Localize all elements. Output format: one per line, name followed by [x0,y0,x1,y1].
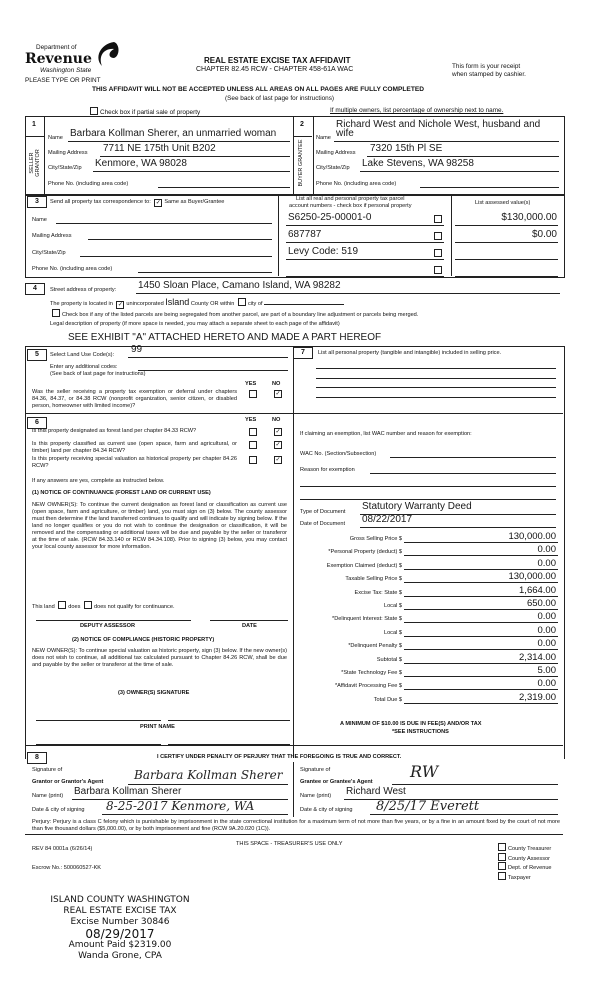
seller-name[interactable]: Barbara Kollman Sherer, an unmarried woman [70,128,277,139]
partial-sale-checkbox[interactable] [88,107,200,116]
yes-header: YES [245,381,257,387]
form-chapter: CHAPTER 82.45 RCW - CHAPTER 458-61A WAC [196,66,354,73]
see-back: (See back of last page for instructions) [225,95,335,102]
minimum-note: A MINIMUM OF $10.00 IS DUE IN FEE(S) AND/OR TAX [340,721,482,727]
amount-label: Local $ [383,629,402,636]
if-yes-note: If any answers are yes, complete as instructed below. [32,478,165,484]
owner-signature-title: (3) OWNER(S) SIGNATURE [118,690,190,696]
grantee-date-label: Date & city of signing [300,807,353,813]
stamp-amount: Amount Paid $2319.00 [68,940,172,950]
corr-city-label: City/State/Zip [32,250,66,256]
seller-address[interactable]: 7711 NE 175th Unit B202 [103,143,216,154]
deputy-date-label: DATE [242,623,257,629]
amount-value[interactable]: 0.00 [537,678,556,690]
doc-date[interactable]: 08/22/2017 [362,514,413,525]
logo-name: Revenue [25,51,92,67]
no-header: NO [272,381,281,387]
section-8-number: 8 [27,752,47,764]
notice-2-title: (2) NOTICE OF COMPLIANCE (HISTORIC PROPERTY) [72,637,215,643]
section-2-number: 2 [300,121,304,128]
does-checkbox[interactable] [58,601,66,609]
grantor-sig-of-label: Signature of [32,767,63,773]
wac-field[interactable] [390,457,556,458]
seller-phone-field[interactable] [158,187,290,188]
amount-value[interactable]: 130,000.00 [508,531,556,542]
personal-property-line[interactable] [316,387,556,388]
please-type: PLEASE TYPE OR PRINT [25,77,101,84]
legal-description[interactable]: SEE EXHIBIT "A" ATTACHED HERETO AND MADE A PART HEREOF [68,332,382,343]
amount-value[interactable]: 0.00 [537,638,556,650]
warning: THIS AFFIDAVIT WILL NOT BE ACCEPTED UNLESS ALL AREAS ON ALL PAGES ARE FULLY COMPLETED [92,86,425,93]
notice-1-text: NEW OWNER(S): To continue the current designation as forest land or classification as current use (open space, farm and agriculture, or timber) land, you must sign on (3) below. The county assessor must then determine if the land transferred continues to qualify and will indicate by signing below. If the land no longer qualifies or you do not wish to continue the designation or classification, it will be removed and the compensating or additional taxes will be due and payable by the seller or transferor at the time of sale. (RCW 84.33.140 or RCW 84.34.108). Prior to signing (3) below, you may contact your local county assessor for more information. [32,502,287,550]
amount-label: Subtotal $ [376,656,402,663]
receipt-note-2: when stamped by cashier. [452,71,526,78]
grantor-date-label: Date & city of signing [32,807,85,813]
amount-value[interactable]: 0.00 [537,624,556,636]
stamp-county: ISLAND COUNTY WASHINGTON [50,895,190,905]
certify-statement: I CERTIFY UNDER PENALTY OF PERJURY THAT THE FOREGOING IS TRUE AND CORRECT. [157,754,402,760]
grantor-signature[interactable]: Barbara Kollman Sherer [134,768,283,782]
logo-swoosh-icon [94,40,120,68]
partial-sale-label: Check box if partial sale of property [100,109,201,116]
section-6-number: 6 [27,417,47,429]
multiple-owners-note: If multiple owners, list percentage of ownership next to name. [330,107,504,114]
assessed-value[interactable]: $130,000.00 [501,212,557,223]
doc-type[interactable]: Statutory Warranty Deed [362,501,472,512]
question-no-checkbox[interactable]: ✓ [275,429,281,435]
corr-name-field[interactable] [56,223,272,224]
personal-property-checkbox[interactable] [434,249,442,257]
stamp-date: 08/29/2017 [85,927,155,941]
amount-label: Gross Selling Price $ [349,536,402,542]
copy-checkbox[interactable] [496,862,552,871]
amount-label: Exemption Claimed (deduct) $ [326,562,402,569]
question-yes-checkbox[interactable] [249,456,257,464]
grantor-agent-label: Grantor or Grantor's Agent [32,779,104,785]
section-4-number: 4 [25,283,45,295]
parcel-account[interactable]: S6250-25-00001-0 [288,212,372,223]
form-revision: REV 84 0001a (6/26/14) [32,846,93,852]
reason-line[interactable] [300,486,556,487]
amount-value[interactable]: 650.00 [526,598,556,609]
treasurer-use-label: THIS SPACE - TREASURER'S USE ONLY [236,841,343,847]
perjury-notice: Perjury: Perjury is a class C felony which is punishable by imprisonment in the state correctional institution for a maximum term of not more than five years, or by a fine in an amount fixed by the court of not more than five thousand dollars ($5,000.00), or by both imprisonment and fine (RCW 9A.20.020 (1C)). [32,819,560,832]
amount-value[interactable]: 5.00 [537,665,556,676]
buyer-address-label: Mailing Address [316,150,356,156]
copy-checkbox[interactable] [496,843,551,852]
owner-signature-line-2[interactable] [168,720,290,721]
amount-value[interactable]: 2,319.00 [519,691,556,703]
section-6-question: Is this property receiving special valuation as historical property per chapter 84.26 RCW? [32,456,237,469]
seller-phone-label: Phone No. (including area code) [48,181,129,187]
corr-address-field[interactable] [88,239,272,240]
print-name-label: PRINT NAME [140,724,175,730]
section-5-number: 5 [27,349,47,361]
amount-value[interactable]: 130,000.00 [508,571,556,583]
seller-exemption-yes[interactable] [249,390,257,398]
value-header: List assessed value(s) [475,200,531,206]
grantee-name-label: Name (print) [300,793,332,799]
personal-property-checkbox[interactable] [434,232,442,240]
corr-phone-field[interactable] [138,272,272,273]
personal-property-checkbox[interactable] [434,266,442,274]
legal-label: Legal description of property (if more space is needed, you may attach a separate sheet to each page of the affidavit) [50,321,340,327]
copy-checkbox[interactable] [496,872,531,881]
amount-label: *Delinquent Interest: State $ [332,616,402,623]
amount-value[interactable]: 2,314.00 [519,651,556,663]
county-value: Island [165,297,190,307]
section-1-number: 1 [32,121,36,128]
buyer-city-label: City/State/Zip [316,165,350,171]
buyer-grantee-label: BUYER GRANTEE [298,139,304,187]
doc-type-label: Type of Document [300,509,346,515]
property-street[interactable]: 1450 Sloan Place, Camano Island, WA 98282 [138,280,341,291]
question-no-checkbox[interactable]: ✓ [275,457,281,463]
buyer-phone-label: Phone No. (including area code) [316,181,397,187]
parcel-account[interactable]: Levy Code: 519 [288,246,359,257]
stamp-excise-number: Excise Number 30846 [70,917,170,927]
amount-value[interactable]: 1,664.00 [519,584,556,596]
amount-label: Excise Tax: State $ [354,589,402,596]
unincorporated-checkbox[interactable]: ✓ [117,302,123,308]
question-yes-checkbox[interactable] [249,441,257,449]
deputy-assessor-label: DEPUTY ASSESSOR [80,623,136,629]
personal-property-line[interactable] [316,397,556,398]
parcel-account[interactable]: 687787 [288,229,322,240]
street-label: Street address of property: [50,287,117,293]
copy-checkbox[interactable] [496,853,550,862]
parcel-header-2: account numbers - check box if personal property [289,203,412,209]
personal-property-line[interactable] [316,368,556,369]
question-no-checkbox[interactable]: ✓ [275,442,281,448]
buyer-name-label: Name [316,135,331,141]
corr-address-label: Mailing Address [32,233,72,239]
grantor-name[interactable]: Barbara Kollman Sherer [74,786,182,797]
no-header-6: NO [272,417,281,423]
corr-name-label: Name [32,217,47,223]
additional-codes-label: Enter any additional codes: [50,364,118,370]
logo-state: Washington State [40,67,92,74]
reason-line[interactable] [300,499,556,500]
buyer-phone-field[interactable] [420,187,559,188]
land-use-code[interactable]: 99 [131,344,143,355]
grantee-sig-of-label: Signature of [300,767,331,773]
buyer-name-line1[interactable]: Richard West and Nichole West, husband and [336,119,541,130]
personal-property-label: List all personal property (tangible and intangible) included in selling price. [318,350,502,356]
grantee-signature[interactable]: RW [410,762,439,781]
amount-label: *Affidavit Processing Fee $ [334,683,402,690]
exemption-label: If claiming an exemption, list WAC number and reason for exemption: [300,431,472,437]
yes-header-6: YES [245,417,257,423]
does-not-checkbox[interactable] [84,601,92,609]
corr-phone-label: Phone No. (including area code) [32,266,113,272]
buyer-address[interactable]: 7320 15th Pl SE [370,143,443,154]
located-line: The property is located in ✓ unincorporated Island County OR within city of [50,297,344,309]
grantee-agent-label: Grantee or Grantee's Agent [300,779,373,785]
owner-signature-line-1[interactable] [36,720,161,721]
amount-value[interactable]: 0.00 [537,544,556,556]
buyer-city[interactable]: Lake Stevens, WA 98258 [362,158,474,169]
personal-property-checkbox[interactable] [434,215,442,223]
seller-grantor-label: SELLER GRANTOR [29,149,41,177]
wac-label: WAC No. (Section/Subsection) [300,451,377,457]
section-6-question: Is this property designated as forest land per chapter 84.33 RCW? [32,428,197,434]
land-use-see-back: (See back of last page for instructions) [50,371,146,377]
see-instructions: *SEE INSTRUCTIONS [392,729,449,735]
buyer-name[interactable]: wife [336,128,354,139]
copy-label: Dept. of Revenue [508,865,552,871]
section-3-number: 3 [27,196,47,208]
grantor-name-label: Name (print) [32,793,64,799]
notice-1-title: (1) NOTICE OF CONTINUANCE (FOREST LAND OR CURRENT USE) [32,490,211,496]
additional-codes-field[interactable] [138,370,288,371]
amount-label: Taxable Selling Price $ [345,576,402,583]
copy-label: Taxpayer [508,874,531,881]
receipt-note-1: This form is your receipt [452,63,521,70]
reason-label: Reason for exemption [300,467,355,473]
stamp-tax: REAL ESTATE EXCISE TAX [63,906,177,916]
seller-address-label: Mailing Address [48,150,88,156]
doc-date-label: Date of Document [300,521,346,527]
deputy-signature-line[interactable] [36,620,191,621]
amount-label: Total Due $ [373,696,402,703]
section-7-number: 7 [293,347,313,359]
seller-exemption-question: Was the seller receiving a property tax exemption or deferral under chapters 84.36, 84.37, or 84.38 RCW (nonprofit organization, senior citizen, or disabled person, homeowner with limited income)? [32,389,237,409]
notice-2-text: NEW OWNER(S): To continue special valuation as historic property, sign (3) below. If the new owner(s) does not wish to continue, all additional tax calculated pursuant to Chapter 84.26 RCW, shall be due and payable by the seller or transferor at the time of sale. [32,648,287,668]
logo-dept: Department of [36,44,77,51]
copy-label: County Treasurer [508,846,552,852]
treasurer-stamp [30,895,210,962]
seller-name-label: Name [48,135,63,141]
personal-property-line[interactable] [316,378,556,379]
correspondence-label: Send all property tax correspondence to: ✓ Same as Buyer/Grantee [50,199,225,206]
same-as-buyer-checkbox[interactable]: ✓ [155,200,161,206]
seller-exemption-no[interactable]: ✓ [275,391,281,397]
land-use-label: Select Land Use Code(s): [50,352,115,358]
escrow-number: Escrow No.: 500060527-KK [32,865,102,871]
amount-label: *Delinquent Penalty $ [348,643,402,650]
grantor-date-city[interactable]: 8-25-2017 Kenmore, WA [106,799,255,813]
form-title: REAL ESTATE EXCISE TAX AFFIDAVIT [204,56,351,65]
amount-label: *State Technology Fee $ [341,670,402,676]
seller-city-label: City/State/Zip [48,165,82,171]
section-6-question: Is this property classified as current use (open space, farm and agricultural, or timber) land per chapter 84.34 RCW? [32,441,237,454]
amount-value[interactable]: 0.00 [537,557,556,569]
city-of-checkbox[interactable] [238,298,246,306]
amount-label: Local $ [383,603,402,609]
question-yes-checkbox[interactable] [249,428,257,436]
amount-label: *Personal Property (deduct) $ [328,549,402,556]
continuance-line: This land does does not qualify for continuance. [32,601,175,610]
grantee-date-city[interactable]: 8/25/17 Everett [376,799,480,814]
seller-city[interactable]: Kenmore, WA 98028 [95,158,187,169]
assessed-value[interactable]: $0.00 [531,229,557,240]
stamp-signer: Wanda Grone, CPA [78,951,162,961]
reason-field[interactable] [370,473,556,474]
corr-city-field[interactable] [80,256,272,257]
copy-label: County Assessor [508,855,550,862]
amount-value[interactable]: 0.00 [537,611,556,623]
parcel-header-1: List all real and personal property tax parcel [296,196,405,202]
segregated-checkbox[interactable]: Check box if any of the listed parcels are being segregated from another parcel, are part of a boundary line adjustment or parcels being merged. [50,309,418,318]
grantee-name[interactable]: Richard West [346,786,406,797]
